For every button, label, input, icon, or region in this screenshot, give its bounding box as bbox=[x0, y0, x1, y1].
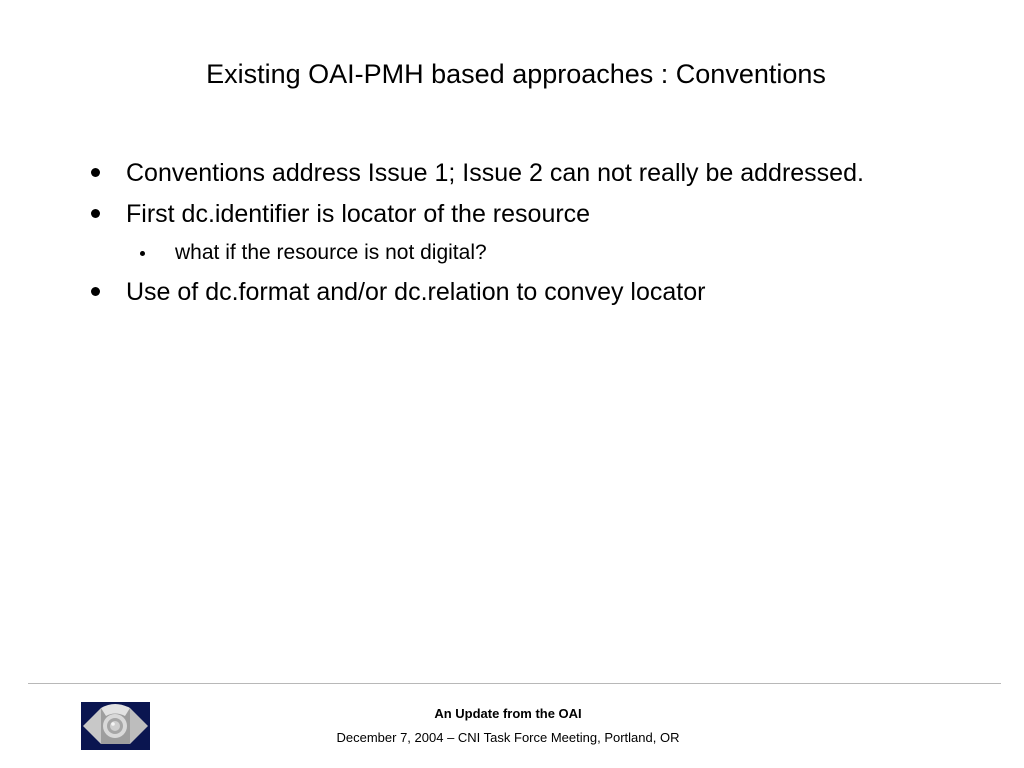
bullet-dot-icon bbox=[91, 287, 100, 296]
footer-divider bbox=[28, 683, 1001, 684]
bullet-dot-icon bbox=[140, 251, 145, 256]
bullet-text: what if the resource is not digital? bbox=[175, 241, 487, 264]
footer-title: An Update from the OAI bbox=[434, 706, 582, 721]
sub-bullet-item bbox=[175, 238, 487, 268]
bullet-item bbox=[126, 274, 705, 310]
bullet-item bbox=[126, 196, 590, 232]
bullet-text: Conventions address Issue 1; Issue 2 can not really be addressed. bbox=[126, 159, 864, 187]
bullet-dot-icon bbox=[91, 168, 100, 177]
bullet-text: Use of dc.format and/or dc.relation to convey locator bbox=[126, 278, 706, 306]
footer-subtitle: December 7, 2004 – CNI Task Force Meeting, Portland, OR bbox=[336, 730, 680, 745]
bullet-item bbox=[126, 155, 864, 191]
bullet-text: First dc.identifier is locator of the resource bbox=[126, 200, 591, 228]
slide-title: Existing OAI-PMH based approaches : Conventions bbox=[206, 59, 826, 89]
bullet-dot-icon bbox=[91, 209, 100, 218]
